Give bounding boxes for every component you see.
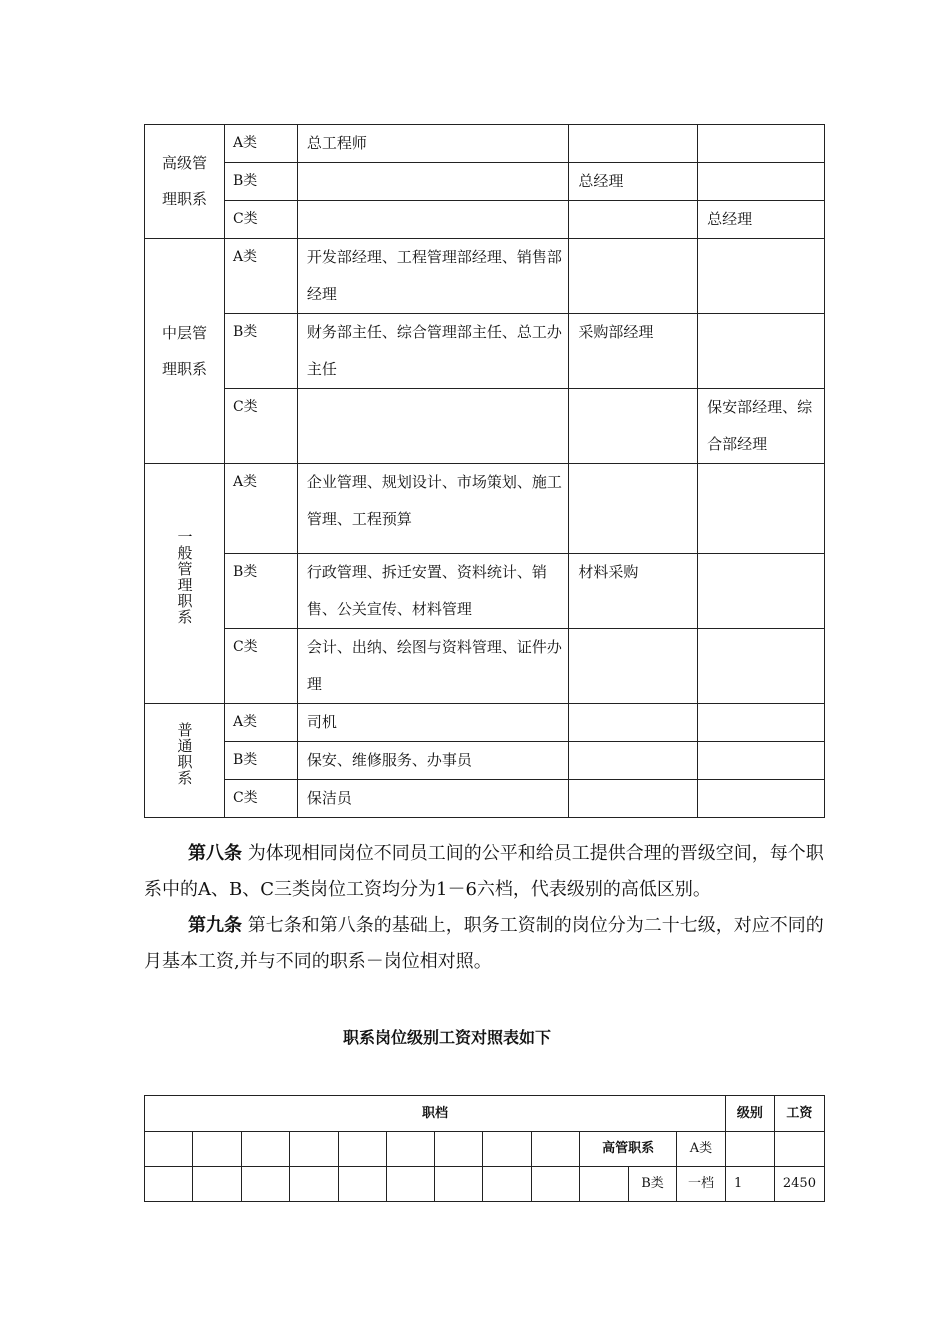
position-cell: 材料采购: [569, 554, 698, 629]
position-cell: [698, 163, 825, 201]
group-cell: [145, 704, 225, 818]
position-cell: 企业管理、规划设计、市场策划、施工管理、工程预算: [297, 464, 569, 554]
class-cell: B类: [224, 742, 297, 780]
position-cell: 会计、出纳、绘图与资料管理、证件办理: [297, 629, 569, 704]
article-9: [144, 908, 825, 980]
empty-cell: [483, 1132, 532, 1167]
table-row: [145, 780, 825, 818]
empty-cell: [725, 1132, 774, 1167]
class-cell: A类: [224, 239, 297, 314]
empty-cell: [289, 1132, 338, 1167]
table-row: [145, 704, 825, 742]
empty-cell: [774, 1132, 824, 1167]
salary-header: 工资: [774, 1096, 824, 1132]
article-9-text: 第七条和第八条的基础上，职务工资制的岗位分为二十七级，对应不同的月基本工资,并与不同的职系－岗位相对照。: [144, 915, 824, 972]
position-cell: [698, 554, 825, 629]
position-classification-table: [144, 124, 825, 818]
empty-cell: [289, 1167, 338, 1202]
position-cell: 总经理: [698, 201, 825, 239]
position-cell: 保安部经理、综合部经理: [698, 389, 825, 464]
table-row: [145, 464, 825, 554]
article-8-text: 为体现相同岗位不同员工间的公平和给员工提供合理的晋级空间，每个职系中的A、B、C三类岗位工资均分为1－6六档，代表级别的高低区别。: [144, 843, 824, 900]
position-cell: 司机: [297, 704, 569, 742]
position-cell: [569, 704, 698, 742]
class-cell: A类: [224, 704, 297, 742]
position-cell: 采购部经理: [569, 314, 698, 389]
level-header: 级别: [725, 1096, 774, 1132]
table-row: [145, 239, 825, 314]
table-row: [145, 1132, 825, 1167]
position-cell: 保洁员: [297, 780, 569, 818]
group-name: 高级管理职系: [161, 154, 207, 208]
group-cell: [145, 125, 225, 239]
position-cell: [297, 163, 569, 201]
group-name: 中层管理职系: [161, 323, 207, 378]
grade-cell: 一档: [677, 1167, 726, 1202]
salary-cell: 2450: [774, 1167, 824, 1202]
position-cell: 总经理: [569, 163, 698, 201]
table-row: [145, 125, 825, 163]
class-cell: C类: [224, 389, 297, 464]
empty-cell: [241, 1132, 289, 1167]
table-row: [145, 742, 825, 780]
empty-cell: [241, 1167, 289, 1202]
salary-table-title: 职系岗位级别工资对照表如下: [342, 1028, 551, 1047]
empty-cell: [386, 1167, 435, 1202]
system-cell: 高管职系: [580, 1132, 677, 1167]
position-cell: [569, 239, 698, 314]
position-cell: [698, 314, 825, 389]
position-cell: [698, 704, 825, 742]
class-cell: A类: [224, 464, 297, 554]
table-header-row: [145, 1096, 825, 1132]
class-cell: C类: [224, 629, 297, 704]
empty-cell: [145, 1167, 193, 1202]
table-row: [145, 1167, 825, 1202]
position-cell: [698, 629, 825, 704]
table-row: [145, 629, 825, 704]
empty-cell: [580, 1167, 629, 1202]
position-cell: [569, 125, 698, 163]
position-cell: [569, 629, 698, 704]
class-cell: A类: [224, 125, 297, 163]
grade-header: 职档: [145, 1096, 726, 1132]
table-row: [145, 389, 825, 464]
position-cell: 总工程师: [297, 125, 569, 163]
empty-cell: [532, 1132, 580, 1167]
class-cell: B类: [224, 314, 297, 389]
position-cell: [698, 742, 825, 780]
table-row: [145, 314, 825, 389]
empty-cell: [532, 1167, 580, 1202]
salary-grade-table: [144, 1095, 825, 1202]
position-cell: [569, 464, 698, 554]
class-cell: C类: [224, 780, 297, 818]
empty-cell: [338, 1167, 386, 1202]
class-cell: A类: [677, 1132, 726, 1167]
position-cell: 行政管理、拆迁安置、资料统计、销售、公关宣传、材料管理: [297, 554, 569, 629]
group-cell: [145, 239, 225, 464]
empty-cell: [192, 1132, 241, 1167]
empty-cell: [145, 1132, 193, 1167]
position-cell: [569, 389, 698, 464]
group-name: 一般管理职系: [175, 528, 194, 625]
table-row: [145, 163, 825, 201]
article-9-label: 第九条: [188, 915, 242, 936]
position-cell: [569, 201, 698, 239]
class-cell: B类: [224, 163, 297, 201]
position-cell: [569, 742, 698, 780]
position-cell: [698, 780, 825, 818]
empty-cell: [192, 1167, 241, 1202]
position-cell: [698, 239, 825, 314]
empty-cell: [435, 1167, 483, 1202]
position-cell: [297, 201, 569, 239]
class-cell: B类: [629, 1167, 677, 1202]
article-8: [144, 836, 825, 908]
table-row: [145, 201, 825, 239]
empty-cell: [483, 1167, 532, 1202]
level-cell: 1: [725, 1167, 774, 1202]
empty-cell: [338, 1132, 386, 1167]
group-cell: [145, 464, 225, 704]
article-8-label: 第八条: [188, 843, 242, 864]
empty-cell: [435, 1132, 483, 1167]
table-row: [145, 554, 825, 629]
position-cell: [297, 389, 569, 464]
empty-cell: [386, 1132, 435, 1167]
position-cell: [698, 464, 825, 554]
class-cell: B类: [224, 554, 297, 629]
position-cell: 财务部主任、综合管理部主任、总工办主任: [297, 314, 569, 389]
position-cell: [698, 125, 825, 163]
position-cell: 开发部经理、工程管理部经理、销售部经理: [297, 239, 569, 314]
position-cell: [569, 780, 698, 818]
position-cell: 保安、维修服务、办事员: [297, 742, 569, 780]
class-cell: C类: [224, 201, 297, 239]
group-name: 普通职系: [175, 721, 194, 786]
